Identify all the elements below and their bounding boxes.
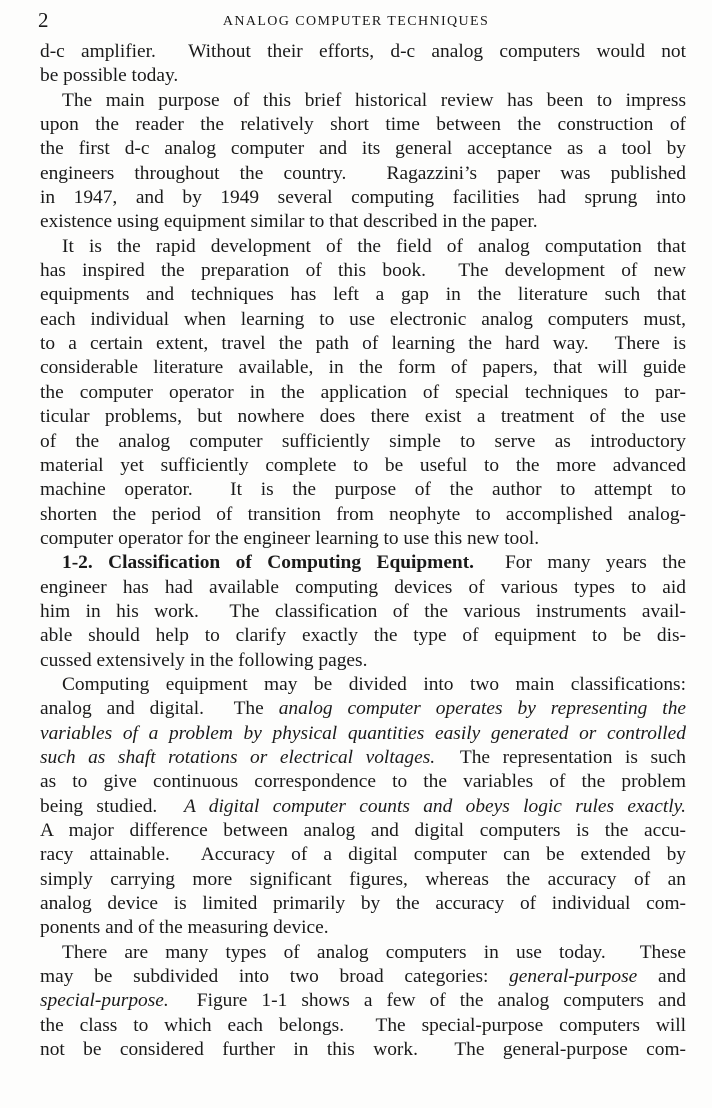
text-run: There are many types of analog computers in use today. These [62, 941, 686, 963]
text-line [40, 989, 686, 1013]
text-line [40, 746, 686, 770]
text-line [40, 137, 686, 161]
text-run: each individual when learning to use electronic analog computers must, [40, 308, 686, 330]
text-line [40, 941, 686, 965]
paragraph [40, 40, 686, 89]
text-line [40, 162, 686, 186]
text-line [40, 673, 686, 697]
text-line [40, 868, 686, 892]
text-line [40, 430, 686, 454]
text-line [40, 381, 686, 405]
text-run: him in his work. The classification of the various instruments avail- [40, 600, 686, 622]
text-run: the first d-c analog computer and its general acceptance as a tool by [40, 138, 686, 160]
paragraph [40, 673, 686, 941]
text-line [40, 40, 686, 64]
emphasis-text: general-purpose [509, 966, 638, 988]
text-run: computer operator for the engineer learning to use this new tool. [40, 527, 540, 549]
text-line [40, 210, 686, 234]
paragraph [40, 89, 686, 235]
text-line [40, 843, 686, 867]
text-run: analog and digital. The [40, 698, 279, 720]
text-line [40, 308, 686, 332]
text-run: may be subdivided into two broad categories: [40, 966, 510, 988]
text-run: existence using equipment similar to that described in the paper. [40, 211, 538, 233]
paragraph [40, 551, 686, 673]
body-text [40, 40, 686, 1062]
text-run: shorten the period of transition from neophyte to accomplished analog- [40, 503, 686, 525]
text-run: d-c amplifier. Without their efforts, d-c analog computers would not [40, 41, 686, 62]
text-run: to a certain extent, travel the path of learning the hard way. There is [40, 333, 686, 355]
text-run: racy attainable. Accuracy of a digital computer can be extended by [40, 844, 686, 866]
text-line [40, 478, 686, 502]
text-line [40, 283, 686, 307]
text-run: Computing equipment may be divided into two main classifications: [62, 673, 686, 695]
page-number: 2 [38, 8, 49, 32]
text-line [40, 527, 686, 551]
text-run: equipments and techniques has left a gap in the literature such that [40, 284, 686, 306]
text-run: analog device is limited primarily by the accuracy of individual com- [40, 893, 686, 915]
section-heading: 1-2. Classification of Computing Equipment. [62, 552, 475, 574]
text-run: A major difference between analog and digital computers is the accu- [40, 820, 686, 841]
text-line [40, 576, 686, 600]
text-line [40, 259, 686, 283]
text-run: cussed extensively in the following pages. [40, 649, 368, 671]
text-line [40, 332, 686, 356]
text-run: simply carrying more significant figures, whereas the accuracy of an [40, 868, 686, 890]
text-line [40, 454, 686, 478]
text-line [40, 89, 686, 113]
text-line [40, 113, 686, 137]
text-line [40, 795, 686, 819]
text-run: ponents and of the measuring device. [40, 917, 329, 939]
text-run: engineer has had available computing devices of various types to aid [40, 576, 686, 598]
text-run: engineers throughout the country. Ragazzini’s paper was published [40, 162, 686, 184]
text-line [40, 1014, 686, 1038]
text-run: For many years the [474, 552, 686, 574]
text-line [40, 405, 686, 429]
text-line [40, 649, 686, 673]
text-run: Figure 1-1 shows a few of the analog computers and [168, 990, 686, 1012]
text-line [40, 64, 686, 88]
text-run: The main purpose of this brief historical review has been to impress [62, 89, 686, 111]
emphasis-text: A digital computer counts and obeys logic rules exactly. [183, 795, 686, 817]
emphasis-text: variables of a problem by physical quantities easily generated or controlled [40, 722, 686, 744]
text-run: material yet sufficiently complete to be useful to the more advanced [40, 454, 686, 476]
text-run: upon the reader the relatively short time between the construction of [40, 114, 686, 136]
emphasis-text: such as shaft rotations or electrical voltages. [40, 746, 436, 768]
text-line [40, 1038, 686, 1062]
text-run: the class to which each belongs. The special-purpose computers will [40, 1014, 686, 1036]
text-line [40, 916, 686, 940]
running-head: ANALOG COMPUTER TECHNIQUES [222, 14, 490, 29]
text-line [40, 965, 686, 989]
text-line [40, 892, 686, 916]
text-run: considerable literature available, in the form of papers, that will guide [40, 357, 686, 379]
text-run: in 1947, and by 1949 several computing facilities had sprung into [40, 187, 686, 209]
text-run: not be considered further in this work. The general-purpose com- [40, 1039, 686, 1061]
text-run: and [637, 966, 686, 988]
text-run: The representation is such [435, 746, 686, 768]
paragraph [40, 235, 686, 551]
text-line [40, 503, 686, 527]
text-line [40, 356, 686, 380]
text-line [40, 770, 686, 794]
paragraph [40, 941, 686, 1063]
text-line [40, 819, 686, 843]
text-line [40, 624, 686, 648]
emphasis-text: special-purpose. [40, 990, 169, 1012]
text-line [40, 551, 686, 575]
text-line [40, 235, 686, 259]
text-line [40, 722, 686, 746]
text-run: able should help to clarify exactly the type of equipment to be dis- [40, 625, 686, 647]
text-run: has inspired the preparation of this book. The development of new [40, 260, 686, 282]
text-run: ticular problems, but nowhere does there exist a treatment of the use [40, 406, 686, 428]
text-run: being studied. [40, 795, 184, 817]
text-line [40, 186, 686, 210]
text-run: machine operator. It is the purpose of the author to attempt to [40, 479, 686, 501]
text-run: of the analog computer sufficiently simple to serve as introductory [40, 430, 686, 452]
emphasis-text: analog computer operates by representing the [278, 698, 686, 720]
text-run: the computer operator in the application of special techniques to par- [40, 381, 686, 403]
text-run: It is the rapid development of the field of analog computation that [62, 235, 686, 257]
text-line [40, 600, 686, 624]
text-line [40, 697, 686, 721]
text-run: as to give continuous correspondence to the variables of the problem [40, 771, 686, 793]
text-run: be possible today. [40, 65, 179, 87]
